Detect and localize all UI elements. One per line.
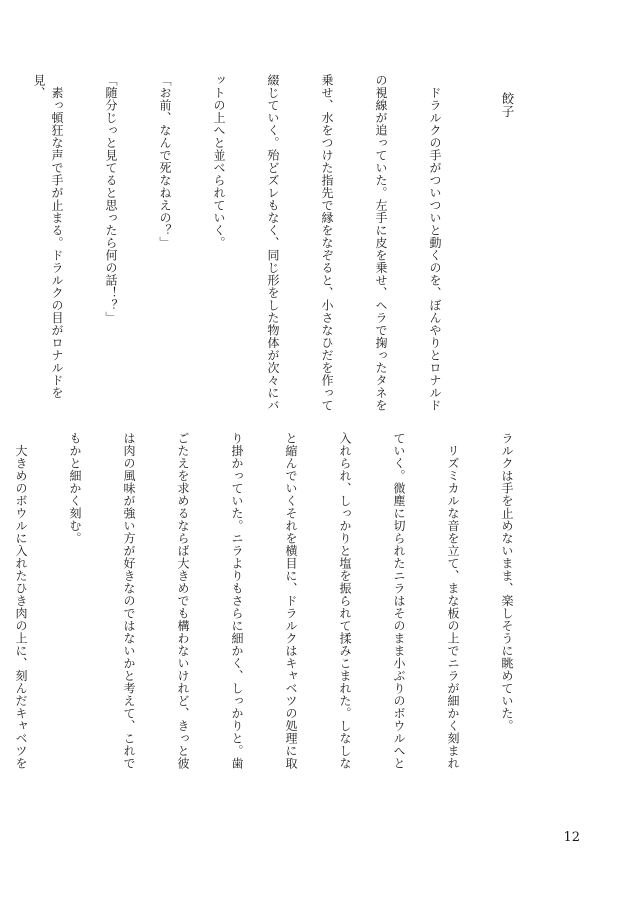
text-line: ットの上へと並べられていく。 <box>212 74 226 249</box>
text-line: ごたえを求めるならば大きめでも構わないけれど、きっと彼 <box>176 432 190 770</box>
text-line: り掛かっていた。ニラよりもさらに細かく、しっかりと。歯 <box>230 432 244 770</box>
text-line: ラルクは手を止めないまま、楽しそうに眺めていた。 <box>500 432 514 732</box>
text-line: の視線が追っていた。左手に皮を乗せ、ヘラで掬ったタネを <box>374 74 388 412</box>
text-line: リズミカルな音を立て、まな板の上でニラが細かく刻まれ <box>446 432 460 770</box>
text-line: と縮んでいくそれを横目に、ドラルクはキャベツの処理に取 <box>284 432 298 770</box>
text-line: 「随分じっと見てると思ったら何の話！？」 <box>104 74 118 324</box>
text-line: 乗せ、水をつけた指先で縁をなぞると、小さなひだを作って <box>320 74 334 412</box>
text-line: 「お前、なんで死なねえの？」 <box>158 74 172 249</box>
text-line: は肉の風味が強い方が好きなのではないかと考えて、これで <box>122 432 136 770</box>
page-number: 12 <box>563 830 580 845</box>
text-line: もかと細かく刻む。 <box>68 432 82 545</box>
upper-text-block <box>32 74 552 420</box>
chapter-title: 餃子 <box>500 92 515 118</box>
text-line: 素っ頓狂な声で手が止まる。ドラルクの目がロナルドを見、 <box>32 74 64 399</box>
lower-text-block <box>14 432 552 796</box>
text-line: ていく。微塵に切られたニラはそのまま小ぶりのボウルへと <box>392 432 406 770</box>
text-line: 大きめのボウルに入れたひき肉の上に、刻んだキャベツを <box>14 432 28 770</box>
text-line: 綴じていく。殆どズレもなく、同じ形をした物体が次々にバ <box>266 74 280 412</box>
text-line: 入れられ、しっかりと塩を振られて揉みこまれた。しなしな <box>338 432 352 770</box>
text-line: ドラルクの手がついついと動くのを、ぼんやりとロナルド <box>428 74 442 412</box>
